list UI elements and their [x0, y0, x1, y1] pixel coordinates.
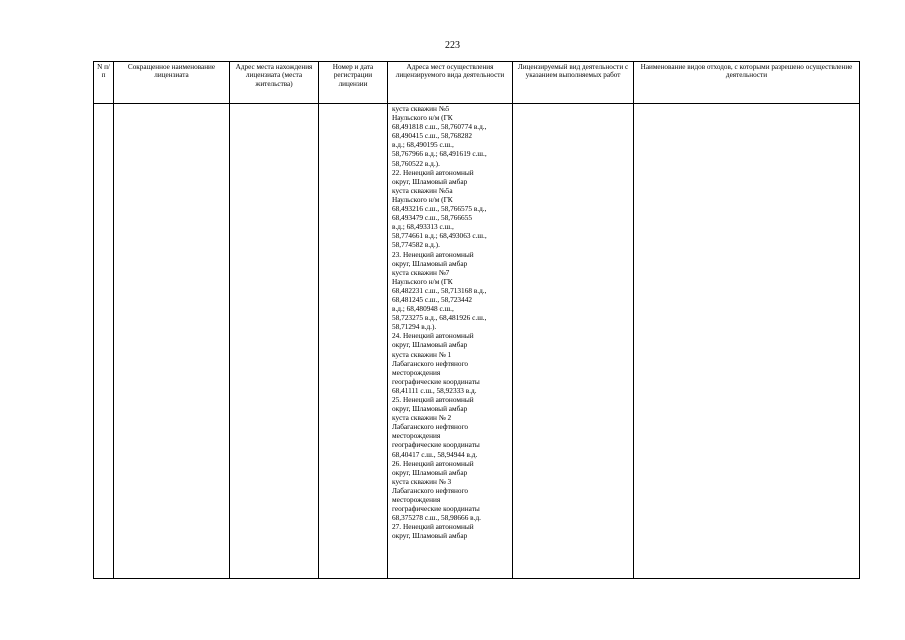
activity-address-line: месторождения: [392, 431, 441, 441]
activity-address-line: в.д.; 68,480948 с.ш.,: [392, 304, 454, 314]
activity-address-line: 68,493479 с.ш., 58,766655: [392, 213, 473, 223]
activity-address-line: 27. Ненецкий автономный: [392, 522, 474, 532]
activity-address-line: месторождения: [392, 495, 441, 505]
activity-address-line: 58,760522 в.д.).: [392, 158, 440, 168]
activity-address-line: в.д.; 68,493313 с.ш.,: [392, 222, 454, 232]
activity-address-line: 68,41111 с.ш., 58,92333 в.д.: [392, 385, 477, 395]
activity-address-line: 26. Ненецкий автономный: [392, 458, 474, 468]
activity-address-line: округ, Шламовый амбар: [392, 258, 468, 268]
table-row: [94, 104, 860, 579]
activity-address-line: географические координаты: [392, 504, 480, 514]
activity-address-line: 24. Ненецкий автономный: [392, 331, 474, 341]
activity-address-line: Наульского н/м (ГК: [392, 276, 453, 286]
activity-address-line: 68,482231 с.ш., 58,713168 в.д.,: [392, 285, 487, 295]
activity-address-line: в.д.; 68,490195 с.ш.,: [392, 140, 454, 150]
activity-address-line: географические координаты: [392, 376, 480, 386]
cell-license-number-date: [319, 104, 388, 579]
cell-number: [94, 104, 114, 579]
header-activity-type: Лицензируемый вид деятельности с указанием выполняемых работ: [513, 62, 634, 104]
activity-address-line: 68,493216 с.ш., 58,766575 в.д.,: [392, 204, 487, 214]
activity-address-line: 22. Ненецкий автономный: [392, 167, 474, 177]
cell-waste-types: [634, 104, 860, 579]
activity-address-line: 68,490415 с.ш., 58,768282: [392, 131, 473, 141]
activity-address-line: округ, Шламовый амбар: [392, 176, 468, 186]
activity-address-line: 23. Ненецкий автономный: [392, 249, 474, 259]
page-number: 223: [445, 40, 460, 51]
header-licensee-address: Адрес места нахождения лицензиата (места жительства): [230, 62, 319, 104]
header-licensee-name: Сокращенное наименование лицензиата: [114, 62, 230, 104]
activity-address-line: 25. Ненецкий автономный: [392, 395, 474, 404]
activity-address-line: куста скважин №5: [392, 104, 450, 113]
activity-address-line: 68,481245 с.ш., 58,723442: [392, 294, 473, 304]
activity-address-line: месторождения: [392, 367, 441, 377]
activity-address-line: 68,40417 с.ш., 58,94944 в.д.: [392, 449, 478, 459]
activity-address-line: куста скважин №7: [392, 267, 450, 277]
activity-address-line: 58,774582 в.д.).: [392, 240, 440, 250]
activity-address-line: Лабаганского нефтяного: [392, 422, 469, 432]
cell-licensee-address: [230, 104, 319, 579]
activity-address-line: 68,491818 с.ш., 58,760774 в.д.,: [392, 122, 487, 132]
activity-address-line: 58,767966 в.д.; 68,491619 с.ш.,: [392, 149, 487, 159]
license-registry-table: [93, 61, 860, 579]
cell-activity-type: [513, 104, 634, 579]
activity-address-line: куста скважин № 3: [392, 476, 452, 486]
activity-address-line: Лабаганского нефтяного: [392, 358, 469, 368]
header-waste-types: Наименование видов отходов, с которыми разрешено осуществление деятельности: [634, 62, 860, 104]
activity-address-line: округ, Шламовый амбар: [392, 404, 468, 414]
cell-licensee-name: [114, 104, 230, 579]
activity-address-line: куста скважин № 1: [392, 349, 452, 359]
cell-activity-addresses: [388, 104, 513, 579]
activity-address-line: Лабаганского нефтяного: [392, 485, 469, 495]
activity-address-line: куста скважин № 2: [392, 413, 452, 423]
activity-address-line: 58,71294 в.д.).: [392, 322, 437, 332]
activity-address-line: 68,375278 с.ш., 58,98666 в.д.: [392, 513, 481, 523]
activity-address-line: 58,774661 в.д.; 68,493063 с.ш.,: [392, 231, 487, 241]
activity-address-line: округ, Шламовый амбар: [392, 340, 468, 350]
activity-address-line: Наульского н/м (ГК: [392, 113, 453, 123]
header-license-number-date: Номер и дата регистрации лицензии: [319, 62, 388, 104]
header-number: N п/ п: [94, 62, 114, 104]
activity-address-line: куста скважин №5а: [392, 185, 453, 195]
header-activity-addresses: Адреса мест осуществления лицензируемого вида деятельности: [388, 62, 513, 104]
activity-address-line: округ, Шламовый амбар: [392, 467, 468, 477]
activity-address-line: географические координаты: [392, 440, 480, 450]
table-header-row: [94, 62, 860, 104]
activity-address-line: Наульского н/м (ГК: [392, 194, 453, 204]
activity-address-line: 58,723275 в.д., 68,481926 с.ш.,: [392, 313, 487, 323]
activity-address-line: округ, Шламовый амбар: [392, 531, 468, 541]
